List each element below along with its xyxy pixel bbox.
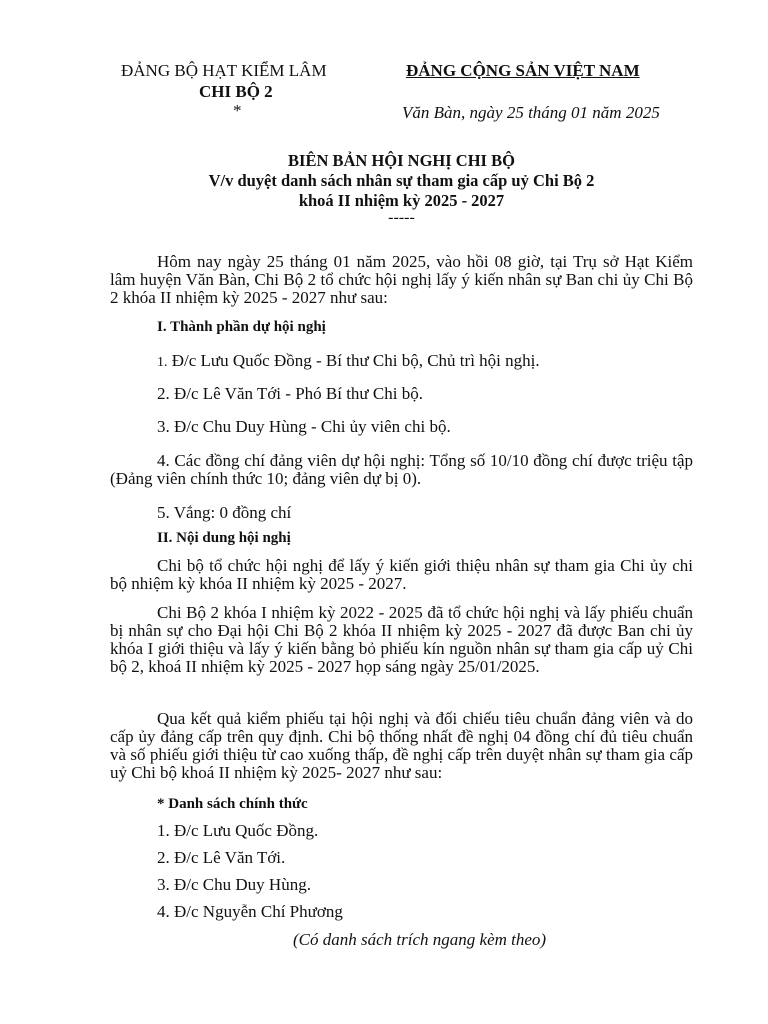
official-list-item: 3. Đ/c Chu Duy Hùng. <box>157 875 311 894</box>
title-divider: ----- <box>388 209 415 226</box>
official-list-item: 1. Đ/c Lưu Quốc Đồng. <box>157 821 319 840</box>
content-paragraph-2: Chi Bộ 2 khóa I nhiệm kỳ 2022 - 2025 đã tổ chức hội nghị và lấy phiếu chuẩn bị nhân sự cho Đại hội Chi Bộ 2 khóa II nhiệm kỳ 2025 - 2027 đã được Ban chi ủy khóa I giới thiệu và lấy ý kiến bằng bỏ phiếu kín nguồn nhân sự tham gia cấp uỷ Chi bộ 2, khoá II nhiệm kỳ 2025 - 2027 họp sáng ngày 25/01/2025. <box>110 603 693 676</box>
document-date: Văn Bàn, ngày 25 tháng 01 năm 2025 <box>402 103 660 122</box>
attendee-item-4: 4. Các đồng chí đảng viên dự hội nghị: Tổng số 10/10 đồng chí được triệu tập (Đảng viên chính thức 10; đảng viên dự bị 0). <box>110 451 693 488</box>
attached-list-note: (Có danh sách trích ngang kèm theo) <box>293 930 547 949</box>
official-list-item: 2. Đ/c Lê Văn Tới. <box>157 848 286 867</box>
official-list-heading: * Danh sách chính thức <box>157 796 308 812</box>
attendee-item-3: 3. Đ/c Chu Duy Hùng - Chi ủy viên chi bộ. <box>157 417 451 436</box>
content-paragraph-3: Qua kết quả kiểm phiếu tại hội nghị và đối chiếu tiêu chuẩn đảng viên và do cấp ủy đảng cấp trên quy định. Chi bộ thống nhất đề nghị 04 đồng chí đủ tiêu chuẩn và số phiếu giới thiệu từ cao xuống thấp, đề nghị cấp trên duyệt nhân sự tham gia cấp uỷ Chi bộ khoá II nhiệm kỳ 2025- 2027 như sau: <box>110 709 693 782</box>
attendee-item-2: 2. Đ/c Lê Văn Tới - Phó Bí thư Chi bộ. <box>157 384 423 403</box>
official-list-item: 4. Đ/c Nguyễn Chí Phương <box>157 902 343 921</box>
document-subject-line2: khoá II nhiệm kỳ 2025 - 2027 <box>298 191 505 210</box>
content-paragraph-1: Chi bộ tổ chức hội nghị để lấy ý kiến giới thiệu nhân sự tham gia Chi ủy chi bộ nhiệm kỳ khóa II nhiệm kỳ 2025 - 2027. <box>110 556 693 593</box>
attendee-item-1-number: 1. <box>157 355 168 370</box>
party-committee-name: ĐẢNG BỘ HẠT KIỂM LÂM <box>121 61 327 80</box>
party-cell-name: CHI BỘ 2 <box>199 82 273 101</box>
section-attendees-heading: I. Thành phần dự hội nghị <box>157 319 326 335</box>
attendee-item-1-text: Đ/c Lưu Quốc Đồng - Bí thư Chi bộ, Chủ trì hội nghị. <box>171 351 540 370</box>
header-asterisk: * <box>233 101 242 120</box>
section-content-heading: II. Nội dung hội nghị <box>157 530 291 546</box>
intro-paragraph: Hôm nay ngày 25 tháng 01 năm 2025, vào hồi 08 giờ, tại Trụ sở Hạt Kiểm lâm huyện Văn Bàn, Chi Bộ 2 tổ chức hội nghị lấy ý kiến nhân sự Ban chi ủy Chi Bộ 2 khóa II nhiệm kỳ 2025 - 2027 như sau: <box>110 252 693 307</box>
document-subject-line1: V/v duyệt danh sách nhân sự tham gia cấp uỷ Chi Bộ 2 <box>208 171 595 190</box>
absent-count: 5. Vắng: 0 đồng chí <box>157 503 292 522</box>
attendee-item-1 <box>157 351 540 371</box>
document-title: BIÊN BẢN HỘI NGHỊ CHI BỘ <box>288 151 515 170</box>
national-party-title: ĐẢNG CỘNG SẢN VIỆT NAM <box>406 61 640 80</box>
